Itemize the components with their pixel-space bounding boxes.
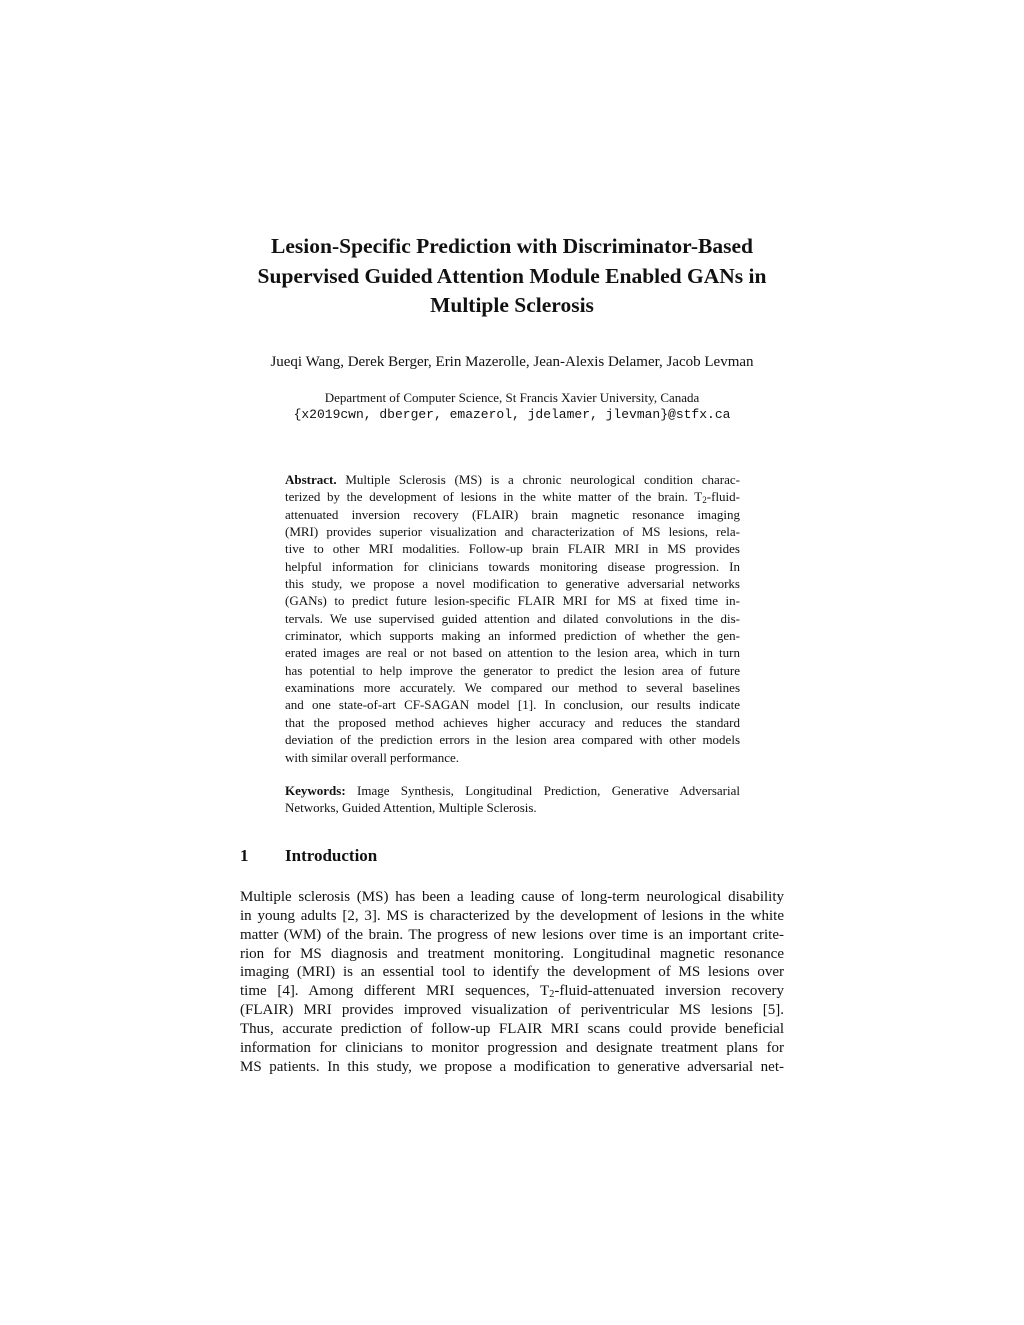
intro-text: time [4]. Among different MRI sequences, T xyxy=(240,983,550,1000)
section-title: Introduction xyxy=(285,846,378,865)
abstract-line: and one state-of-art CF-SAGAN model [1]. In conclusion, our results indicate xyxy=(285,697,740,713)
intro-line: Thus, accurate prediction of follow-up FLAIR MRI scans could provide beneficial xyxy=(240,1020,784,1037)
abstract-line: deviation of the prediction errors in the lesion area compared with other models xyxy=(285,732,740,748)
intro-line: Multiple sclerosis (MS) has been a leading cause of long-term neurological disability xyxy=(240,889,784,905)
abstract-line xyxy=(285,471,740,488)
affiliation: Department of Computer Science, St Francis Xavier University, Canada xyxy=(324,390,700,405)
title-line: Lesion-Specific Prediction with Discriminator-Based xyxy=(271,234,753,258)
abstract-line: criminator, which supports making an informed prediction of whether the gen- xyxy=(285,628,740,644)
intro-line xyxy=(240,982,784,1001)
abstract-line xyxy=(285,488,740,505)
authors: Jueqi Wang, Derek Berger, Erin Mazerolle, Jean-Alexis Delamer, Jacob Levman xyxy=(270,354,754,370)
abstract-line: helpful information for clinicians towards monitoring disease progression. In xyxy=(285,558,740,574)
intro-line: (FLAIR) MRI provides improved visualization of periventricular MS lesions [5]. xyxy=(240,1002,784,1019)
title-line: Supervised Guided Attention Module Enabled GANs in xyxy=(257,263,767,288)
intro-line: matter (WM) of the brain. The progress of new lesions over time is an important crite- xyxy=(240,926,784,943)
abstract-line: that the proposed method achieves higher accuracy and reduces the standard xyxy=(285,714,740,730)
keywords-label: Keywords: xyxy=(285,783,346,798)
intro-line: in young adults [2, 3]. MS is characterized by the development of lesions in the white xyxy=(240,907,784,924)
introduction-text xyxy=(240,888,784,1076)
keywords-line xyxy=(285,782,740,799)
abstract-line: (GANs) to predict future lesion-specific FLAIR MRI for MS at fixed time in- xyxy=(285,593,740,609)
subscript: 2 xyxy=(702,495,707,506)
abstract-line: with similar overall performance. xyxy=(285,749,459,765)
abstract-line: (MRI) provides superior visualization and characterization of MS lesions, rela- xyxy=(285,524,740,540)
abstract-line: erated images are real or not based on attention to the lesion area, which in turn xyxy=(285,645,740,661)
abstract-line: examinations more accurately. We compared our method to several baselines xyxy=(285,680,740,696)
keywords-line: Networks, Guided Attention, Multiple Sclerosis. xyxy=(285,800,537,816)
abstract-text: -fluid- xyxy=(706,489,740,505)
affiliation-block xyxy=(200,389,824,423)
intro-text: -fluid-attenuated inversion recovery xyxy=(554,983,784,1000)
abstract-line: tervals. We use supervised guided attention and dilated convolutions in the dis- xyxy=(285,610,740,626)
abstract-line: has potential to help improve the generator to predict the lesion area of future xyxy=(285,662,740,678)
abstract-text: Multiple Sclerosis (MS) is a chronic neurological condition charac- xyxy=(336,472,740,487)
section-heading xyxy=(240,846,377,866)
keywords xyxy=(285,782,740,817)
intro-line: information for clinicians to monitor progression and designate treatment plans for xyxy=(240,1039,784,1056)
title-line: Multiple Sclerosis xyxy=(430,293,594,317)
intro-line: rion for MS diagnosis and treatment monitoring. Longitudinal magnetic resonance xyxy=(240,945,784,962)
email-addresses: {x2019cwn, dberger, emazerol, jdelamer, jlevman}@stfx.ca xyxy=(293,407,731,422)
abstract-line: tive to other MRI modalities. Follow-up brain FLAIR MRI in MS provides xyxy=(285,541,740,557)
keywords-text: Image Synthesis, Longitudinal Prediction, Generative Adversarial xyxy=(345,783,740,798)
intro-line: imaging (MRI) is an essential tool to identify the development of MS lesions over xyxy=(240,964,784,981)
section-number: 1 xyxy=(240,846,249,865)
abstract-label: Abstract. xyxy=(285,472,337,487)
abstract-line: this study, we propose a novel modification to generative adversarial networks xyxy=(285,576,740,592)
paper-title xyxy=(200,232,824,321)
abstract xyxy=(285,471,740,766)
subscript: 2 xyxy=(549,989,555,1001)
abstract-line: attenuated inversion recovery (FLAIR) brain magnetic resonance imaging xyxy=(285,506,740,522)
abstract-text: terized by the development of lesions in the white matter of the brain. T xyxy=(285,489,703,505)
intro-line: MS patients. In this study, we propose a modification to generative adversarial net- xyxy=(240,1058,784,1075)
